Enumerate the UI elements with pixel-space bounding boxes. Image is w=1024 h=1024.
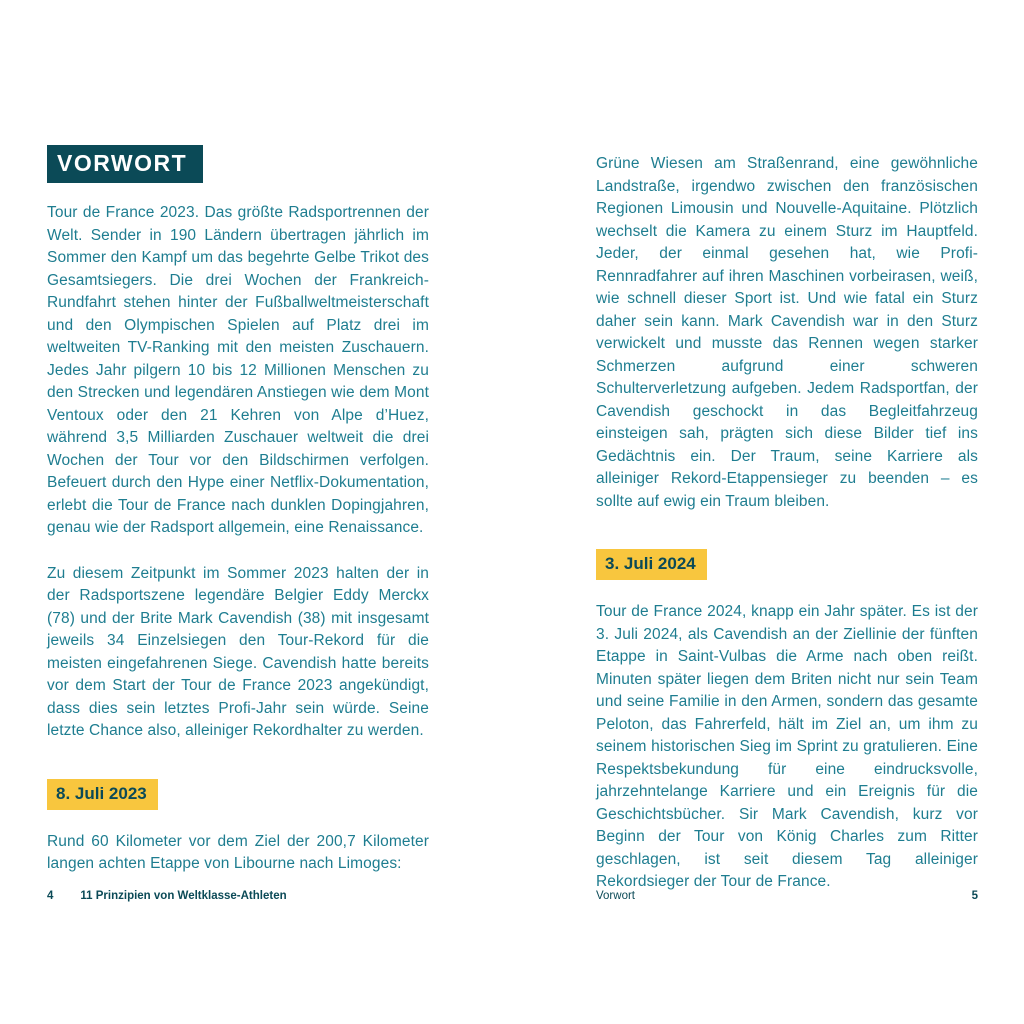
paragraph: Grüne Wiesen am Straßenrand, eine gewöhnliche Landstraße, irgendwo zwischen den französischen Regionen Limousin und Nouvelle-Aquitaine. Plötzlich wechselt die Kamera zu einem Sturz im Hauptfeld. Jeder, der einmal gesehen hat, wie Profi-Rennradfahrer auf ihren Maschinen vorbeirasen, weiß, wie schnell dieser Sport ist. Und wie fatal ein Sturz daher sein kann. Mark Cavendish war in den Sturz verwickelt und musste das Rennen wegen starker Schmerzen aufgrund einer schweren Schulterverletzung aufgeben. Jedem Radsportfan, der Cavendish geschockt in das Begleitfahrzeug einsteigen sah, prägten sich diese Bilder tief ins Gedächtnis ein. Der Traum, seine Karriere als alleiniger Rekord-Etappensieger zu beenden – es sollte auf ewig ein Traum bleiben. (596, 155, 978, 510)
paragraph: Tour de France 2024, knapp ein Jahr später. Es ist der 3. Juli 2024, als Cavendish an der Ziellinie der fünften Etappe in Saint-Vulbas die Arme nach oben reißt. Minuten später liegen dem Briten nicht nur sein Team und seine Familie in den Armen, sondern das gesamte Peloton, das Fahrerfeld, hält im Ziel an, um ihm zu seinem historischen Sieg im Sprint zu gratulieren. Eine Respektsbekundung für eine eindrucksvolle, jahrzehntelange Karriere und ein Ereignis für die Geschichtsbücher. Sir Mark Cavendish, kurz vor Beginn der Tour von König Charles zum Ritter geschlagen, ist seit diesem Tag alleiniger Rekordsieger der Tour de France. (596, 603, 978, 890)
date-heading-8-juli-2023: 8. Juli 2023 (47, 779, 158, 810)
chapter-footer-label: Vorwort (596, 890, 635, 902)
paragraph: Rund 60 Kilometer vor dem Ziel der 200,7 Kilometer langen achten Etappe von Libourne nach Limoges: (47, 832, 429, 872)
page-right (596, 153, 978, 917)
paragraph: Zu diesem Zeitpunkt im Sommer 2023 halten der in der Radsportszene legendäre Belgier Eddy Merckx (78) und der Brite Mark Cavendish (38) mit insgesamt jeweils 34 Einzelsiegen den Tour-Rekord für die meisten eingefahrenen Siege. Cavendish hatte bereits vor dem Start der Tour de France 2023 angekündigt, dass dies sein letztes Profi-Jahr sein würde. Seine letzte Chance also, alleiniger Rekordhalter zu werden. (47, 564, 429, 739)
footer-left (47, 890, 429, 902)
page-number-left: 4 (47, 890, 54, 902)
footer-right (596, 890, 978, 902)
book-title: 11 Prinzipien von Weltklasse-Athleten (80, 890, 287, 902)
chapter-heading-vorwort: VORWORT (47, 145, 203, 183)
page-number-right: 5 (971, 890, 978, 902)
date-heading-3-juli-2024: 3. Juli 2024 (596, 549, 707, 580)
page-left (47, 145, 429, 899)
paragraph: Tour de France 2023. Das größte Radsportrennen der Welt. Sender in 190 Ländern übertragen jährlich im Sommer den Kampf um das begehrte Gelbe Trikot des Gesamtsiegers. Die drei Wochen der Frankreich-Rundfahrt stehen hinter der Fußballweltmeisterschaft und den Olympischen Spielen auf Platz drei im weltweiten TV-Ranking mit den meisten Zuschauern. Jedes Jahr pilgern 10 bis 12 Millionen Menschen zu den Strecken und legendären Anstiegen wie dem Mont Ventoux oder den 21 Kehren von Alpe d’Huez, während 3,5 Milliarden Zuschauer weltweit die drei Wochen der Tour vor den Bildschirmen verfolgen. Befeuert durch den Hype einer Netflix-Dokumentation, erlebt die Tour de France nach dunklen Dopingjahren, genau wie der Radsport allgemein, eine Renaissance. (47, 204, 429, 536)
